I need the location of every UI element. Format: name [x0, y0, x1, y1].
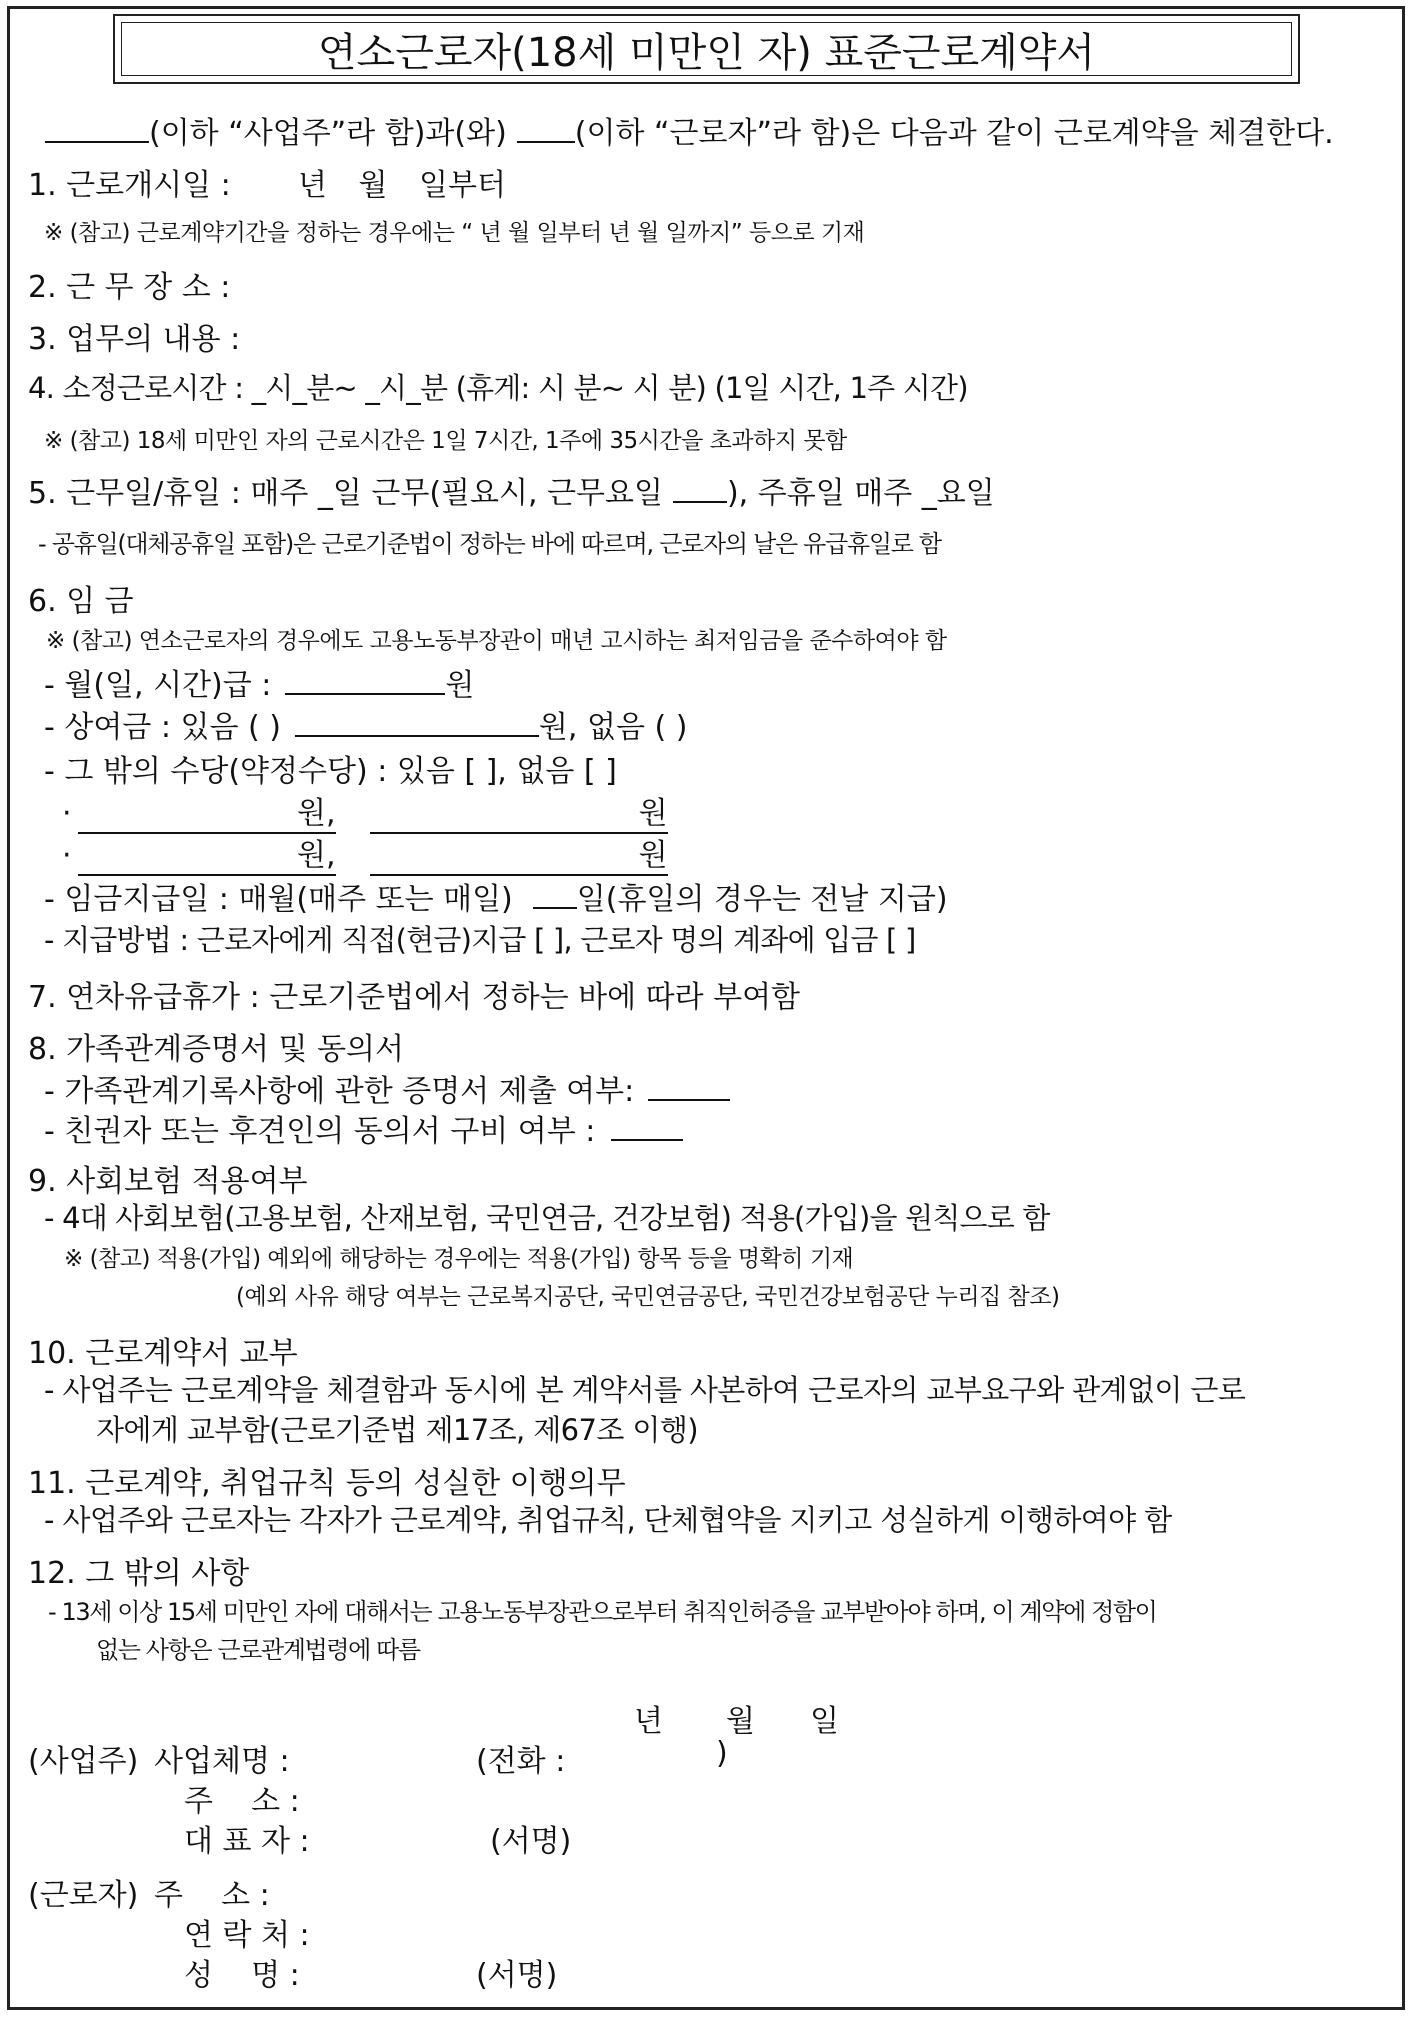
section-10-sub2: 자에게 교부함(근로기준법 제17조, 제67조 이행) [96, 1413, 698, 1447]
worker-blank[interactable] [517, 111, 575, 143]
section-12-sub1: - 13세 이상 15세 미만인 자에 대해서는 고용노동부장관으로부터 취직인허증을 교부받아야 하며, 이 계약에 정함이 [48, 1598, 1157, 1626]
section-9-sub: - 4대 사회보험(고용보험, 산재보험, 국민연금, 건강보험) 적용(가입)을 원칙으로 함 [44, 1201, 1050, 1235]
allowance-line: - 그 밖의 수당(약정수당) : 있음 [ ], 없음 [ ] [44, 754, 617, 789]
allowance-row-2: · 원, 원 [62, 830, 668, 876]
consent-blank[interactable] [611, 1109, 683, 1141]
title-box [113, 14, 1300, 84]
worker-contact-label: 연 락 처 : [184, 1918, 310, 1953]
section-9-note1: ※ (참고) 적용(가입) 예외에 해당하는 경우에는 적용(가입) 항목 등을 명확히 기재 [64, 1246, 854, 1272]
section-5-line: 5. 근무일/휴일 : 매주 _일 근무(필요시, 근무요일 ), 주휴일 매주 _요일 [28, 468, 995, 512]
section-9-label: 9. 사회보험 적용여부 [28, 1164, 308, 1199]
section-3-label: 3. 업무의 내용 : [28, 322, 241, 357]
employer-sign: (서명) [490, 1824, 572, 1859]
section-12-sub2: 없는 사항은 근로관계법령에 따름 [96, 1636, 420, 1664]
employer-blank[interactable] [45, 111, 149, 143]
section-10-sub1: - 사업주는 근로계약을 체결함과 동시에 본 계약서를 사본하여 근로자의 교부요구와 관계없이 근로 [44, 1373, 1246, 1407]
worker-sign: (서명) [476, 1958, 558, 1993]
section-7-line: 7. 연차유급휴가 : 근로기준법에서 정하는 바에 따라 부여함 [28, 980, 801, 1015]
section-1-label: 1. 근로개시일 : [28, 168, 231, 203]
employer-phone-label: (전화 : [476, 1744, 566, 1779]
contract-date-day: 일 [810, 1704, 839, 1739]
employer-role: (사업주) [28, 1744, 139, 1779]
contract-date-month: 월 [726, 1704, 755, 1739]
section-10-label: 10. 근로계약서 교부 [28, 1336, 298, 1371]
bonus-blank[interactable] [295, 705, 539, 737]
section-11-sub: - 사업주와 근로자는 각자가 근로계약, 취업규칙, 단체협약을 지키고 성실하게 이행하여야 함 [44, 1503, 1172, 1537]
worker-role: (근로자) [28, 1878, 139, 1913]
employer-company-label: 사업체명 : [154, 1744, 290, 1779]
employer-address-label: 주 소 : [184, 1784, 300, 1819]
family-cert-blank[interactable] [648, 1069, 730, 1101]
section-6-label: 6. 임 금 [28, 584, 134, 619]
section-12-label: 12. 그 밖의 사항 [28, 1556, 250, 1591]
worker-name-label: 성 명 : [184, 1958, 300, 1993]
worker-address-label: 주 소 : [154, 1878, 270, 1913]
allowance-row-1: · 원, 원 [62, 788, 668, 834]
employer-rep-label: 대 표 자 : [184, 1824, 310, 1859]
allowance-1-amount-b[interactable]: 원 [370, 788, 668, 834]
section-6-note: ※ (참고) 연소근로자의 경우에도 고용노동부장관이 매년 고시하는 최저임금을 준수하여야 함 [46, 628, 947, 654]
section-4-note: ※ (참고) 18세 미만인 자의 근로시간은 1일 7시간, 1주에 35시간을 초과하지 못함 [44, 428, 847, 454]
payday-blank[interactable] [533, 877, 577, 909]
allowance-1-amount[interactable]: 원, [78, 788, 336, 834]
pay-method-line: - 지급방법 : 근로자에게 직접(현금)지급 [ ], 근로자 명의 계좌에 입금 [ ] [44, 923, 916, 957]
bonus-line: - 상여금 : 있음 ( ) 원, 없음 ( ) [44, 702, 687, 746]
section-8-sub2: - 친권자 또는 후견인의 동의서 구비 여부 : [44, 1106, 683, 1150]
wage-blank[interactable] [285, 663, 445, 695]
section-9-note2: (예외 사유 해당 여부는 근로복지공단, 국민연금공단, 국민건강보험공단 누리집 참조) [236, 1284, 1060, 1310]
section-1-date: 년 월 일부터 [298, 168, 506, 203]
intro-line: (이하 “사업주”라 함)과(와) (이하 “근로자”라 함)은 다음과 같이 근로계약을 체결한다. [45, 108, 1334, 152]
allowance-2-amount[interactable]: 원, [78, 830, 336, 876]
section-8-label: 8. 가족관계증명서 및 동의서 [28, 1032, 405, 1067]
section-5-sub: - 공휴일(대체공휴일 포함)은 근로기준법이 정하는 바에 따르며, 근로자의 날은 유급휴일로 함 [38, 530, 941, 558]
payday-line: - 임금지급일 : 매월(매주 또는 매일) 일(휴일의 경우는 전날 지급) [44, 874, 948, 918]
section-8-sub1: - 가족관계기록사항에 관한 증명서 제출 여부: [44, 1066, 730, 1110]
document-title: 연소근로자(18세 미만인 자) 표준근로계약서 [121, 22, 1292, 76]
contract-date-year: 년 [634, 1704, 663, 1739]
section-2-label: 2. 근 무 장 소 : [28, 270, 231, 305]
work-day-blank[interactable] [673, 471, 727, 503]
section-4-line: 4. 소정근로시간 : _시_분~ _시_분 (휴게: 시 분~ 시 분) (1일 시간, 1주 시간) [28, 371, 968, 405]
wage-line: - 월(일, 시간)급 : 원 [44, 660, 474, 704]
allowance-2-amount-b[interactable]: 원 [370, 830, 668, 876]
employer-phone-close: ) [716, 1736, 728, 1771]
section-11-label: 11. 근로계약, 취업규칙 등의 성실한 이행의무 [28, 1466, 626, 1501]
section-1-note: ※ (참고) 근로계약기간을 정하는 경우에는 “ 년 월 일부터 년 월 일까지” 등으로 기재 [44, 220, 865, 246]
